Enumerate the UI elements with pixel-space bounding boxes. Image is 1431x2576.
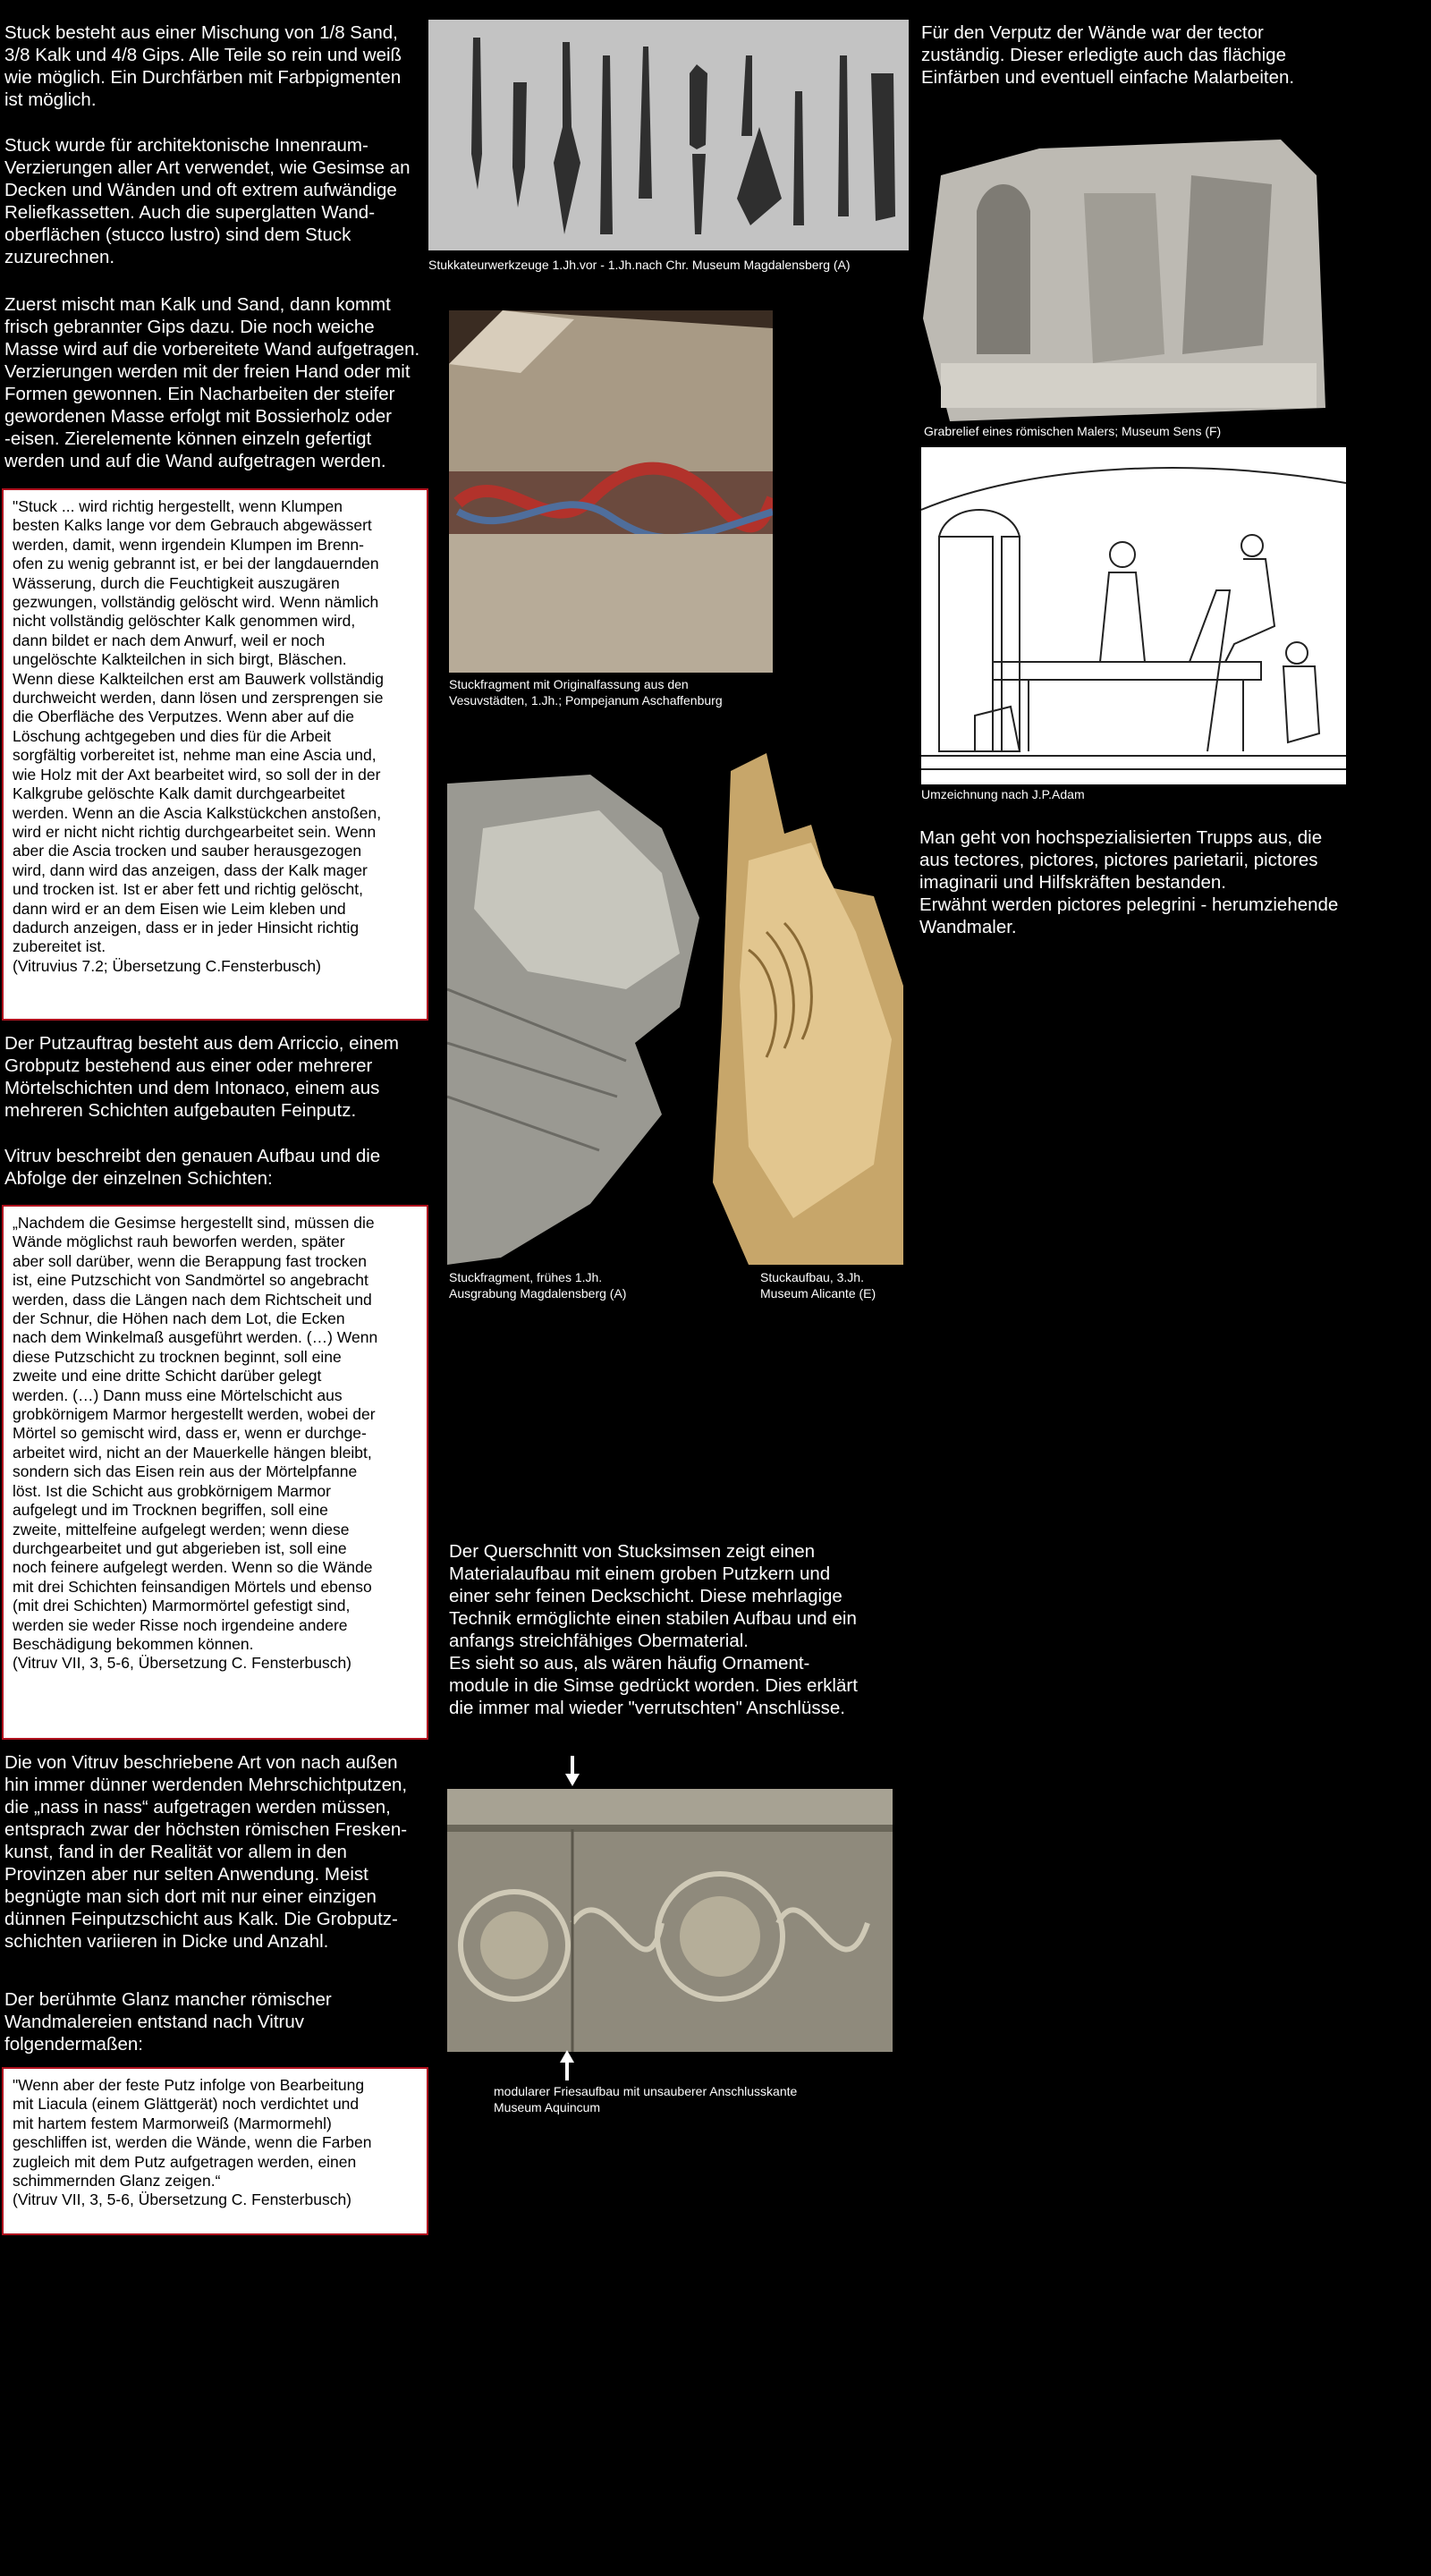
trupps-paragraph: Man geht von hochspezialisierten Trupps aus, die aus tectores, pictores, pictores parietarii, pictores imaginarii und Hilfskräften bestanden. Erwähnt werden pictores pelegrini - herumziehende Wandmaler. [919,827,1339,937]
mehrschicht-paragraph: Die von Vitruv beschriebene Art von nach außen hin immer dünner werdenden Mehrschichtputzen, die „nass in nass“ aufgetragen werden müssen, entsprach zwar der höchsten römischen Fresken- kunst, fand in der Realität vor allem in den Provinzen aber nur selten Anwendung. Meist begnügte man sich dort mit nur einer einzigen dünnen Feinputzschicht aus Kalk. Die Grobputz- schichten variieren in Dicke und Anzahl. [4,1752,408,1952]
reconstruction-drawing [921,447,1346,784]
stucco-fragment-caption: Stuckfragment mit Originalfassung aus den Vesuvstädten, 1.Jh.; Pompejanum Aschaffenburg [449,677,723,708]
vitruvius-quote-3: "Wenn aber der feste Putz infolge von Bearbeitung mit Liacula (einem Glättgerät) noch verdichtet und mit hartem festem Marmorweiß (Marmormehl) geschliffen ist, werden die Wände, wenn die Farben zugleich mit dem Putz aufgetragen werden, einen schimmernden Glanz zeigen.“ (Vitruv VII, 3, 5-6, Übersetzung C. Fensterbusch) [2,2067,428,2235]
frieze-photo [447,1789,893,2052]
tools-photo [428,20,909,250]
process-paragraph: Zuerst mischt man Kalk und Sand, dann kommt frisch gebrannter Gips dazu. Die noch weiche Masse wird auf die vorbereitete Wand aufgetragen. Verzierungen werden mit der freien Hand oder mit Formen gewonnen. Ein Nacharbeiten der steifer gewordenen Masse erfolgt mit Bossierholz oder -eisen. Zierelemente können einzeln gefertigt werden und auf die Wand aufgetragen werden. [4,294,420,471]
tector-paragraph: Für den Verputz der Wände war der tector zuständig. Dieser erledigte auch das flächige Einfärben und eventuell einfache Malarbeiten. [921,22,1295,88]
vitruv-intro-paragraph: Vitruv beschreibt den genauen Aufbau und die Abfolge der einzelnen Schichten: [4,1146,381,1189]
tools-caption: Stukkateurwerkzeuge 1.Jh.vor - 1.Jh.nach Chr. Museum Magdalensberg (A) [428,258,851,272]
frieze-caption: modularer Friesaufbau mit unsauberer Anschlusskante Museum Aquincum [494,2084,798,2114]
vitruvius-quote-2: „Nachdem die Gesimse hergestellt sind, müssen die Wände möglichst rauh beworfen werden, später aber soll darüber, wenn die Berappung fast trocken ist, eine Putzschicht von Sandmörtel so angebracht werden, dass die Längen nach dem Richtscheit und der Schnur, die Höhen nach dem Lot, die Ecken nach dem Winkelmaß ausgeführt werden. (…) Wenn diese Putzschicht zu trocknen beginnt, soll eine zweite und eine dritte Schicht darüber gelegt werden. (…) Dann muss eine Mörtelschicht aus grobkörnigem Marmor hergestellt werden, wobei der Mörtel so gemischt wird, dass er, wenn er durchge- arbeitet wird, nicht an der Mauerkelle hängen bleibt, sondern sich das Eisen rein aus der Mörtelpfanne löst. Ist die Schicht aus grobkörnigem Marmor aufgelegt und im Trocknen begriffen, soll eine zweite, mittelfeine aufgelegt werden; wenn diese durchgearbeitet und gut abgerieben ist, soll eine noch feinere aufgelegt werden. Wenn so die Wände mit drei Schichten feinsandigen Mörtels und ebenso (mit drei Schichten) Marmormörtel gefestigt sind, werden sie weder Risse noch irgendeine andere Beschädigung bekommen können. (Vitruv VII, 3, 5-6, Übersetzung C. Fensterbusch) [2,1205,428,1740]
glanz-paragraph: Der berühmte Glanz mancher römischer Wandmalereien entstand nach Vitruv folgendermaßen: [4,1989,332,2055]
intro-paragraph: Stuck besteht aus einer Mischung von 1/8 Sand, 3/8 Kalk und 4/8 Gips. Alle Teile so rein und weiß wie möglich. Ein Durchfärben mit Farbpigmenten ist möglich. [4,22,402,110]
grave-relief-photo [923,140,1325,421]
stucco-fragment-photo [449,310,773,673]
usage-paragraph: Stuck wurde für architektonische Innenraum- Verzierungen aller Art verwendet, wie Gesimse an Decken und Wänden und oft extrem aufwändige Reliefkassetten. Auch die superglatten Wand- oberflächen (stucco lustro) sind dem Stuck zuzurechnen. [4,135,411,267]
putzauftrag-paragraph: Der Putzauftrag besteht aus dem Arriccio, einem Grobputz bestehend aus einer oder mehrerer Mörtelschichten und dem Intonaco, einem aus mehreren Schichten aufgebauten Feinputz. [4,1033,399,1121]
vitruvius-quote-1: "Stuck ... wird richtig hergestellt, wenn Klumpen besten Kalks lange vor dem Gebrauch abgewässert werden, damit, wenn irgendein Klumpen im Brenn- ofen zu wenig gebrannt ist, er bei der langdauernden Wässerung, durch die Feuchtigkeit auszugären gezwungen, vollständig gelöscht wird. Wenn nämlich nicht vollständig gelöschter Kalk genommen wird, dann bildet er nach dem Anwurf, weil er noch ungelöschte Kalkteilchen in sich birgt, Bläschen. Wenn diese Kalkteilchen erst am Bauwerk vollständig durchweicht werden, dann lösen und zersprengen sie die Oberfläche des Verputzes. Wenn aber auf die Löschung achtgegeben und dies für die Arbeit sorgfältig vorbereitet ist, nehme man eine Ascia und, wie Holz mit der Axt bearbeitet wird, so soll der in der Kalkgrube gelöschte Kalk damit durchgearbeitet werden. Wenn an die Ascia Kalkstückchen anstoßen, wird er nicht nicht richtig durchgearbeitet sein. Wenn aber die Ascia trocken und sauber herausgezogen wird, dann wird das anzeigen, dass der Kalk mager und trocken ist. Ist er aber fett und richtig gelöscht, dann wird er an dem Eisen wie Leim kleben und dadurch anzeigen, dass er in jeder Hinsicht richtig zubereitet ist. (Vitruvius 7.2; Übersetzung C.Fensterbusch) [2,488,428,1021]
stucco-alicante-photo [713,753,903,1265]
stucco-alicante-caption: Stuckaufbau, 3.Jh. Museum Alicante (E) [760,1270,876,1301]
stucco-fragment-magdalensberg-photo [447,775,699,1265]
querschnitt-paragraph: Der Querschnitt von Stucksimsen zeigt einen Materialaufbau mit einem groben Putzkern und einer sehr feinen Deckschicht. Diese mehrlagige Technik ermöglichte einen stabilen Aufbau und ein anfangs streichfähiges Obermaterial. Es sieht so aus, als wären häufig Ornament- module in die Simse gedrückt worden. Dies erklärt die immer mal wieder "verrutschten" Anschlüsse. [449,1541,858,1718]
reconstruction-caption: Umzeichnung nach J.P.Adam [921,787,1085,801]
stucco-fragment-magdalensberg-caption: Stuckfragment, frühes 1.Jh. Ausgrabung Magdalensberg (A) [449,1270,627,1301]
grave-relief-caption: Grabrelief eines römischen Malers; Museum Sens (F) [924,424,1222,438]
